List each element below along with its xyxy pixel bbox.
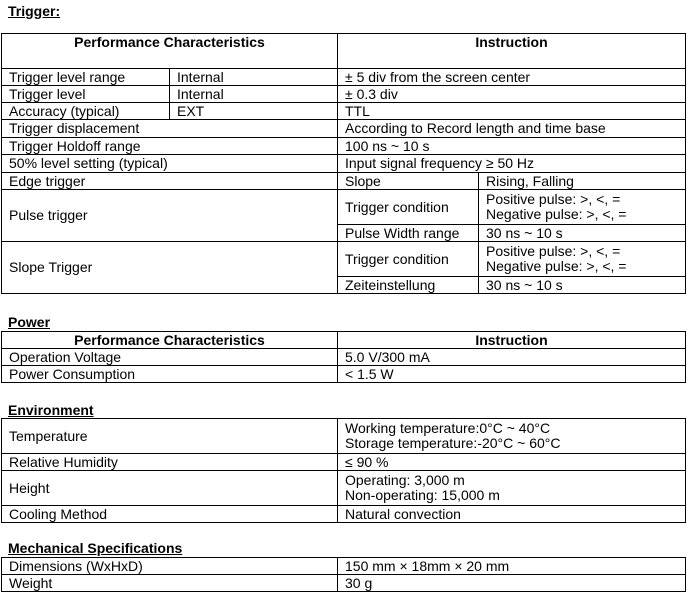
- table-row: [2, 558, 686, 575]
- weight-label: Weight: [2, 575, 338, 592]
- cooling-method-value: Natural convection: [338, 506, 686, 523]
- accuracy-label: Accuracy (typical): [2, 103, 170, 120]
- non-operating-height: Non-operating: 15,000 m: [345, 487, 500, 503]
- slope-condition-negative: Negative pulse: >, <, =: [486, 258, 627, 274]
- trigger-level-range-label: Trigger level range: [2, 69, 170, 86]
- table-row: [2, 454, 686, 471]
- environment-table: [1, 418, 686, 523]
- pulse-condition-value: [479, 190, 686, 225]
- table-row: [2, 86, 686, 103]
- slope-trigger-label: Slope Trigger: [2, 242, 338, 294]
- table-row: [2, 103, 686, 120]
- header-characteristics: Performance Characteristics: [2, 332, 338, 349]
- trigger-displacement-value: According to Record length and time base: [338, 120, 686, 138]
- fifty-percent-label: 50% level setting (typical): [2, 155, 338, 173]
- table-row: [2, 575, 686, 592]
- trigger-section-title: Trigger:: [8, 3, 61, 19]
- pulse-condition-negative: Negative pulse: >, <, =: [486, 206, 627, 222]
- header-instruction: Instruction: [338, 34, 686, 69]
- trigger-displacement-label: Trigger displacement: [2, 120, 338, 138]
- holdoff-label: Trigger Holdoff range: [2, 138, 338, 155]
- operation-voltage-value: 5.0 V/300 mA: [338, 349, 686, 366]
- environment-section-title: Environment: [8, 402, 94, 418]
- table-row: [2, 506, 686, 523]
- edge-trigger-label: Edge trigger: [2, 173, 338, 190]
- accuracy-source: EXT: [170, 103, 338, 120]
- weight-value: 30 g: [338, 575, 686, 592]
- operating-height: Operating: 3,000 m: [345, 472, 465, 488]
- dimensions-label: Dimensions (WxHxD): [2, 558, 338, 575]
- power-section-title: Power: [8, 314, 51, 330]
- trigger-level-label: Trigger level: [2, 86, 170, 103]
- table-row: [2, 366, 686, 383]
- table-row: [2, 242, 686, 277]
- trigger-level-source: Internal: [170, 86, 338, 103]
- pulse-width-value: 30 ns ~ 10 s: [479, 225, 686, 242]
- slope-condition-value: [479, 242, 686, 277]
- table-row: [2, 419, 686, 454]
- table-row: [2, 138, 686, 155]
- storage-temperature: Storage temperature:-20°C ~ 60°C: [345, 435, 561, 451]
- slope-condition-positive: Positive pulse: >, <, =: [486, 243, 621, 259]
- edge-trigger-value: Rising, Falling: [479, 173, 686, 190]
- holdoff-value: 100 ns ~ 10 s: [338, 138, 686, 155]
- edge-trigger-param: Slope: [338, 173, 479, 190]
- accuracy-value: TTL: [338, 103, 686, 120]
- mechanical-table: [1, 557, 686, 592]
- header-instruction: Instruction: [338, 332, 686, 349]
- slope-time-value: 30 ns ~ 10 s: [479, 277, 686, 294]
- trigger-level-range-source: Internal: [170, 69, 338, 86]
- table-row: [2, 471, 686, 506]
- pulse-trigger-label: Pulse trigger: [2, 190, 338, 242]
- height-value: [338, 471, 686, 506]
- power-consumption-label: Power Consumption: [2, 366, 338, 383]
- table-row: [2, 190, 686, 225]
- humidity-label: Relative Humidity: [2, 454, 338, 471]
- trigger-table: [1, 33, 686, 294]
- cooling-method-label: Cooling Method: [2, 506, 338, 523]
- operation-voltage-label: Operation Voltage: [2, 349, 338, 366]
- temperature-label: Temperature: [2, 419, 338, 454]
- working-temperature: Working temperature:0°C ~ 40°C: [345, 420, 551, 436]
- pulse-condition-label: Trigger condition: [338, 190, 479, 225]
- trigger-level-value: ± 0.3 div: [338, 86, 686, 103]
- temperature-value: [338, 419, 686, 454]
- height-label: Height: [2, 471, 338, 506]
- slope-condition-label: Trigger condition: [338, 242, 479, 277]
- slope-time-label: Zeiteinstellung: [338, 277, 479, 294]
- table-row: [2, 173, 686, 190]
- trigger-header-row: [2, 34, 686, 69]
- power-header-row: [2, 332, 686, 349]
- header-characteristics: Performance Characteristics: [2, 34, 338, 69]
- power-table: [1, 331, 686, 383]
- pulse-condition-positive: Positive pulse: >, <, =: [486, 191, 621, 207]
- humidity-value: ≤ 90 %: [338, 454, 686, 471]
- table-row: [2, 349, 686, 366]
- power-consumption-value: < 1.5 W: [338, 366, 686, 383]
- table-row: [2, 69, 686, 86]
- fifty-percent-value: Input signal frequency ≥ 50 Hz: [338, 155, 686, 173]
- dimensions-value: 150 mm × 18mm × 20 mm: [338, 558, 686, 575]
- pulse-width-label: Pulse Width range: [338, 225, 479, 242]
- mechanical-section-title: Mechanical Specifications: [8, 540, 183, 556]
- trigger-level-range-value: ± 5 div from the screen center: [338, 69, 686, 86]
- table-row: [2, 120, 686, 138]
- table-row: [2, 155, 686, 173]
